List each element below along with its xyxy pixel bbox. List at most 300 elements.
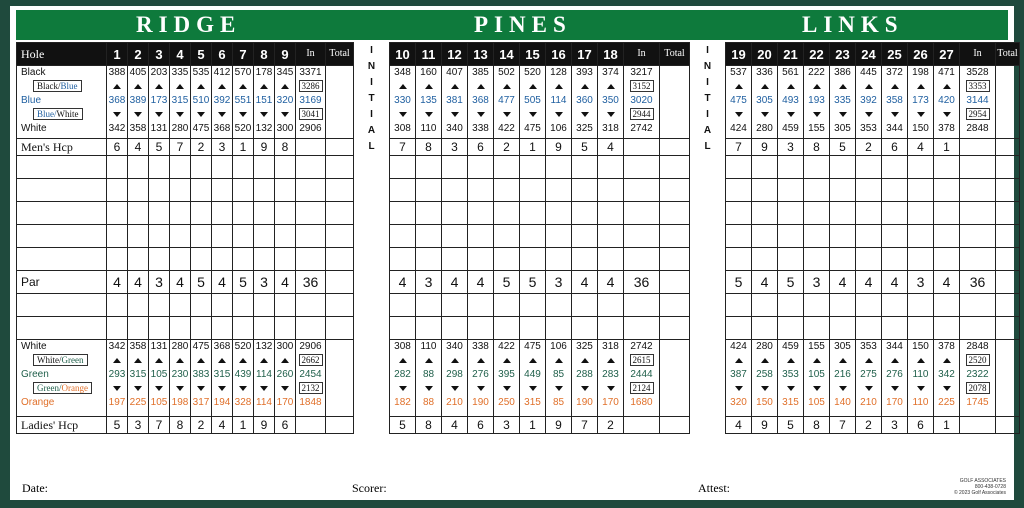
triangle-up-icon: [197, 84, 205, 89]
triangle-down-icon: [865, 112, 873, 117]
score-cell[interactable]: [624, 225, 660, 248]
score-cell[interactable]: [882, 317, 908, 340]
score-row: [17, 156, 1020, 179]
score-cell[interactable]: [233, 248, 254, 271]
score-cell[interactable]: [128, 294, 149, 317]
score-cell[interactable]: [520, 248, 546, 271]
score-cell[interactable]: [572, 317, 598, 340]
score-cell[interactable]: [275, 294, 296, 317]
score-cell[interactable]: [778, 317, 804, 340]
score-cell[interactable]: [107, 179, 128, 202]
score-cell[interactable]: [107, 225, 128, 248]
score-cell[interactable]: [598, 202, 624, 225]
score-cell[interactable]: [752, 248, 778, 271]
white-green-label: [33, 354, 88, 366]
score-cell[interactable]: [804, 156, 830, 179]
score-cell[interactable]: [520, 179, 546, 202]
score-cell[interactable]: [624, 156, 660, 179]
tee-yardage-cell: [934, 340, 960, 417]
blue-yardage: 360: [576, 95, 593, 106]
blue-white-in: 2944: [630, 108, 654, 120]
score-cell[interactable]: [191, 225, 212, 248]
white-yardage: 344: [886, 341, 903, 352]
score-cell[interactable]: [934, 225, 960, 248]
score-cell[interactable]: [598, 156, 624, 179]
score-cell[interactable]: [598, 225, 624, 248]
black-blue-marker: [128, 80, 148, 94]
white-yardage: 106: [550, 123, 567, 134]
score-cell[interactable]: [598, 317, 624, 340]
score-cell[interactable]: [546, 179, 572, 202]
score-cell[interactable]: [660, 156, 690, 179]
score-cell[interactable]: [149, 156, 170, 179]
score-cell[interactable]: [598, 294, 624, 317]
player-name-cell[interactable]: [17, 225, 107, 248]
player-name-cell[interactable]: [17, 179, 107, 202]
score-cell[interactable]: [494, 317, 520, 340]
score-cell[interactable]: [908, 179, 934, 202]
hcp-value: 1: [520, 417, 546, 434]
orange-yardage: 88: [422, 397, 435, 408]
score-cell[interactable]: [494, 248, 520, 271]
score-cell[interactable]: [170, 179, 191, 202]
score-cell[interactable]: [546, 317, 572, 340]
score-cell[interactable]: [149, 225, 170, 248]
total-cell: [326, 271, 354, 294]
score-cell[interactable]: [442, 202, 468, 225]
score-cell[interactable]: [212, 225, 233, 248]
score-cell[interactable]: [856, 202, 882, 225]
score-cell[interactable]: [390, 248, 416, 271]
score-cell[interactable]: [804, 317, 830, 340]
score-cell[interactable]: [254, 156, 275, 179]
white-yardage: 318: [602, 341, 619, 352]
score-cell[interactable]: [442, 156, 468, 179]
score-cell[interactable]: [390, 156, 416, 179]
blue-in: 3169: [299, 95, 322, 106]
score-cell[interactable]: [149, 179, 170, 202]
hole-number: 6: [212, 43, 233, 66]
score-cell[interactable]: [442, 294, 468, 317]
score-cell[interactable]: [752, 225, 778, 248]
score-cell[interactable]: [572, 248, 598, 271]
score-cell[interactable]: [128, 225, 149, 248]
score-cell[interactable]: [830, 317, 856, 340]
hcp-value: 4: [212, 417, 233, 434]
score-cell[interactable]: [934, 202, 960, 225]
score-cell[interactable]: [778, 248, 804, 271]
combo-total: [960, 80, 995, 94]
score-cell[interactable]: [996, 225, 1020, 248]
score-cell[interactable]: [624, 202, 660, 225]
score-cell[interactable]: [107, 317, 128, 340]
score-cell[interactable]: [996, 179, 1020, 202]
score-cell[interactable]: [254, 317, 275, 340]
score-cell[interactable]: [572, 202, 598, 225]
score-cell[interactable]: [416, 317, 442, 340]
player-name-cell[interactable]: [17, 156, 107, 179]
score-cell[interactable]: [128, 248, 149, 271]
score-cell[interactable]: [546, 225, 572, 248]
score-cell[interactable]: [326, 179, 354, 202]
initial-column: [690, 271, 726, 294]
score-cell[interactable]: [830, 202, 856, 225]
score-cell[interactable]: [752, 156, 778, 179]
label-part: Blue/: [37, 109, 57, 119]
score-cell[interactable]: [128, 179, 149, 202]
score-cell[interactable]: [996, 248, 1020, 271]
score-cell[interactable]: [660, 294, 690, 317]
score-cell[interactable]: [128, 202, 149, 225]
score-cell[interactable]: [254, 179, 275, 202]
score-cell[interactable]: [212, 294, 233, 317]
score-cell[interactable]: [275, 248, 296, 271]
score-cell[interactable]: [128, 156, 149, 179]
score-cell[interactable]: [254, 225, 275, 248]
score-cell[interactable]: [149, 248, 170, 271]
score-cell[interactable]: [149, 294, 170, 317]
score-cell[interactable]: [996, 202, 1020, 225]
white-yardage: 368: [213, 341, 231, 352]
white-yardage: 475: [524, 123, 541, 134]
score-cell[interactable]: [882, 202, 908, 225]
score-cell[interactable]: [572, 294, 598, 317]
hcp-value: 5: [830, 139, 856, 156]
blue-white-in: 3041: [299, 108, 323, 120]
player-name-cell[interactable]: [17, 294, 107, 317]
score-cell[interactable]: [960, 317, 996, 340]
score-cell[interactable]: [960, 202, 996, 225]
score-cell[interactable]: [416, 156, 442, 179]
score-cell[interactable]: [442, 248, 468, 271]
score-cell[interactable]: [326, 202, 354, 225]
score-cell[interactable]: [107, 248, 128, 271]
score-cell[interactable]: [442, 179, 468, 202]
blue-yardage: 420: [938, 95, 955, 106]
score-cell[interactable]: [752, 294, 778, 317]
score-cell[interactable]: [830, 156, 856, 179]
score-cell[interactable]: [934, 156, 960, 179]
score-cell[interactable]: [856, 225, 882, 248]
blue-yardage: 477: [498, 95, 515, 106]
score-cell[interactable]: [149, 317, 170, 340]
score-cell[interactable]: [572, 179, 598, 202]
score-cell[interactable]: [296, 202, 326, 225]
score-cell[interactable]: [830, 179, 856, 202]
score-cell[interactable]: [520, 225, 546, 248]
player-name-cell[interactable]: [17, 248, 107, 271]
score-cell[interactable]: [296, 248, 326, 271]
score-cell[interactable]: [520, 317, 546, 340]
score-cell[interactable]: [233, 156, 254, 179]
score-cell[interactable]: [494, 294, 520, 317]
score-cell[interactable]: [254, 248, 275, 271]
score-cell[interactable]: [326, 156, 354, 179]
orange-yardage: 170: [602, 397, 619, 408]
score-cell[interactable]: [908, 317, 934, 340]
score-cell[interactable]: [996, 317, 1020, 340]
triangle-down-icon: [555, 112, 563, 117]
score-cell[interactable]: [726, 225, 752, 248]
score-cell[interactable]: [804, 248, 830, 271]
score-cell[interactable]: [960, 179, 996, 202]
triangle-up-icon: [176, 358, 184, 363]
score-cell[interactable]: [191, 202, 212, 225]
score-cell[interactable]: [856, 248, 882, 271]
score-cell[interactable]: [326, 317, 354, 340]
score-cell[interactable]: [494, 225, 520, 248]
score-cell[interactable]: [149, 202, 170, 225]
score-cell[interactable]: [170, 202, 191, 225]
score-cell[interactable]: [212, 202, 233, 225]
score-cell[interactable]: [752, 202, 778, 225]
score-cell[interactable]: [624, 248, 660, 271]
score-cell[interactable]: [390, 202, 416, 225]
score-cell[interactable]: [726, 156, 752, 179]
score-cell[interactable]: [830, 225, 856, 248]
score-cell[interactable]: [170, 294, 191, 317]
orange-yardage: 210: [446, 397, 463, 408]
score-cell[interactable]: [296, 156, 326, 179]
score-cell[interactable]: [296, 179, 326, 202]
par-value: 3: [546, 271, 572, 294]
score-cell[interactable]: [996, 156, 1020, 179]
score-cell[interactable]: [416, 202, 442, 225]
score-cell[interactable]: [275, 317, 296, 340]
score-cell[interactable]: [660, 225, 690, 248]
score-cell[interactable]: [212, 156, 233, 179]
tee-yardage-cell: [233, 340, 254, 417]
score-cell[interactable]: [882, 156, 908, 179]
score-cell[interactable]: [326, 294, 354, 317]
score-cell[interactable]: [254, 202, 275, 225]
score-cell[interactable]: [520, 156, 546, 179]
score-cell[interactable]: [468, 317, 494, 340]
score-cell[interactable]: [830, 248, 856, 271]
score-cell[interactable]: [882, 248, 908, 271]
score-cell[interactable]: [882, 179, 908, 202]
score-cell[interactable]: [468, 179, 494, 202]
score-cell[interactable]: [934, 294, 960, 317]
score-cell[interactable]: [390, 294, 416, 317]
triangle-up-icon: [260, 358, 268, 363]
score-cell[interactable]: [468, 202, 494, 225]
score-cell[interactable]: [960, 294, 996, 317]
score-cell[interactable]: [468, 294, 494, 317]
black-yardage: 405: [129, 67, 147, 78]
score-cell[interactable]: [390, 225, 416, 248]
par-value: 3: [149, 271, 170, 294]
score-cell[interactable]: [830, 294, 856, 317]
score-cell[interactable]: [546, 202, 572, 225]
initial-column: [690, 156, 726, 179]
score-cell[interactable]: [442, 317, 468, 340]
white-green-marker: [520, 354, 545, 368]
score-cell[interactable]: [856, 179, 882, 202]
score-cell[interactable]: [442, 225, 468, 248]
blue-white-marker: [830, 108, 855, 122]
score-cell[interactable]: [546, 156, 572, 179]
score-cell[interactable]: [233, 225, 254, 248]
score-cell[interactable]: [660, 317, 690, 340]
score-cell[interactable]: [726, 294, 752, 317]
white-yardage: 305: [834, 341, 851, 352]
score-cell[interactable]: [468, 248, 494, 271]
score-cell[interactable]: [416, 294, 442, 317]
score-cell[interactable]: [520, 294, 546, 317]
score-cell[interactable]: [908, 248, 934, 271]
score-cell[interactable]: [494, 156, 520, 179]
score-cell[interactable]: [326, 225, 354, 248]
score-cell[interactable]: [856, 317, 882, 340]
score-cell[interactable]: [233, 179, 254, 202]
score-cell[interactable]: [107, 202, 128, 225]
score-cell[interactable]: [960, 225, 996, 248]
score-cell[interactable]: [624, 179, 660, 202]
score-cell[interactable]: [170, 317, 191, 340]
score-cell[interactable]: [494, 202, 520, 225]
score-cell[interactable]: [416, 248, 442, 271]
triangle-up-icon: [943, 358, 951, 363]
score-cell[interactable]: [598, 179, 624, 202]
score-cell[interactable]: [212, 248, 233, 271]
score-cell[interactable]: [275, 156, 296, 179]
score-cell[interactable]: [390, 317, 416, 340]
score-cell[interactable]: [726, 202, 752, 225]
score-cell[interactable]: [726, 317, 752, 340]
white-yardage: 110: [420, 123, 437, 134]
score-cell[interactable]: [546, 248, 572, 271]
tee-yardage-cell: [254, 66, 275, 139]
score-cell[interactable]: [882, 294, 908, 317]
score-cell[interactable]: [416, 225, 442, 248]
score-cell[interactable]: [660, 179, 690, 202]
score-cell[interactable]: [934, 317, 960, 340]
score-cell[interactable]: [326, 248, 354, 271]
score-cell[interactable]: [778, 156, 804, 179]
score-cell[interactable]: [254, 294, 275, 317]
score-cell[interactable]: [778, 225, 804, 248]
blue-white-marker: [520, 108, 545, 122]
score-cell[interactable]: [960, 156, 996, 179]
score-cell[interactable]: [191, 179, 212, 202]
score-cell[interactable]: [934, 179, 960, 202]
score-cell[interactable]: [170, 248, 191, 271]
tee-yardage-cell: [572, 66, 598, 139]
score-cell[interactable]: [598, 248, 624, 271]
score-cell[interactable]: [128, 317, 149, 340]
white-yardage: 131: [150, 341, 168, 352]
score-cell[interactable]: [546, 294, 572, 317]
tee-yardage-cell: [572, 340, 598, 417]
score-cell[interactable]: [520, 202, 546, 225]
score-cell[interactable]: [191, 156, 212, 179]
white-green-marker: [468, 354, 493, 368]
combo-total: [296, 354, 325, 368]
score-cell[interactable]: [572, 156, 598, 179]
score-cell[interactable]: [624, 317, 660, 340]
score-cell[interactable]: [804, 294, 830, 317]
score-cell[interactable]: [960, 248, 996, 271]
score-cell[interactable]: [882, 225, 908, 248]
score-cell[interactable]: [107, 294, 128, 317]
credit-line: GOLF ASSOCIATES: [959, 478, 1006, 484]
score-cell[interactable]: [468, 156, 494, 179]
score-cell[interactable]: [934, 248, 960, 271]
score-cell[interactable]: [170, 225, 191, 248]
score-cell[interactable]: [212, 317, 233, 340]
score-cell[interactable]: [804, 179, 830, 202]
score-cell[interactable]: [170, 156, 191, 179]
tee-yardage-cell: [908, 66, 934, 139]
score-cell[interactable]: [296, 294, 326, 317]
par-value: 5: [520, 271, 546, 294]
score-cell[interactable]: [804, 202, 830, 225]
score-cell[interactable]: [191, 294, 212, 317]
score-cell[interactable]: [275, 179, 296, 202]
score-cell[interactable]: [996, 294, 1020, 317]
score-cell[interactable]: [494, 179, 520, 202]
score-cell[interactable]: [778, 202, 804, 225]
score-cell[interactable]: [572, 225, 598, 248]
score-cell[interactable]: [233, 202, 254, 225]
score-cell[interactable]: [212, 179, 233, 202]
score-cell[interactable]: [660, 248, 690, 271]
tee-label-cell: [17, 340, 107, 417]
score-cell[interactable]: [390, 179, 416, 202]
score-cell[interactable]: [908, 225, 934, 248]
score-cell[interactable]: [107, 156, 128, 179]
score-cell[interactable]: [856, 294, 882, 317]
orange-yardage: 198: [171, 397, 189, 408]
blue-white-marker: [233, 108, 253, 122]
score-cell[interactable]: [275, 225, 296, 248]
player-name-cell[interactable]: [17, 317, 107, 340]
orange-label: Orange: [21, 397, 55, 408]
score-cell[interactable]: [191, 248, 212, 271]
white-green-in: 2662: [299, 354, 323, 366]
in-label: In: [296, 43, 326, 66]
triangle-down-icon: [218, 386, 226, 391]
player-name-cell[interactable]: [17, 202, 107, 225]
score-cell[interactable]: [908, 156, 934, 179]
black-blue-marker: [254, 80, 274, 94]
score-cell[interactable]: [296, 225, 326, 248]
score-cell[interactable]: [468, 225, 494, 248]
score-cell[interactable]: [726, 179, 752, 202]
score-cell[interactable]: [191, 317, 212, 340]
score-cell[interactable]: [624, 294, 660, 317]
score-cell[interactable]: [804, 225, 830, 248]
score-cell[interactable]: [752, 317, 778, 340]
score-cell[interactable]: [660, 202, 690, 225]
score-cell[interactable]: [233, 317, 254, 340]
score-cell[interactable]: [275, 202, 296, 225]
score-cell[interactable]: [726, 248, 752, 271]
score-cell[interactable]: [752, 179, 778, 202]
score-cell[interactable]: [416, 179, 442, 202]
score-cell[interactable]: [233, 294, 254, 317]
score-cell[interactable]: [778, 179, 804, 202]
score-cell[interactable]: [908, 202, 934, 225]
score-cell[interactable]: [908, 294, 934, 317]
score-cell[interactable]: [296, 317, 326, 340]
hcp-value: 2: [494, 139, 520, 156]
score-cell[interactable]: [778, 294, 804, 317]
attest-label: Attest:: [698, 481, 730, 495]
hole-number: 11: [416, 43, 442, 66]
score-cell[interactable]: [856, 156, 882, 179]
